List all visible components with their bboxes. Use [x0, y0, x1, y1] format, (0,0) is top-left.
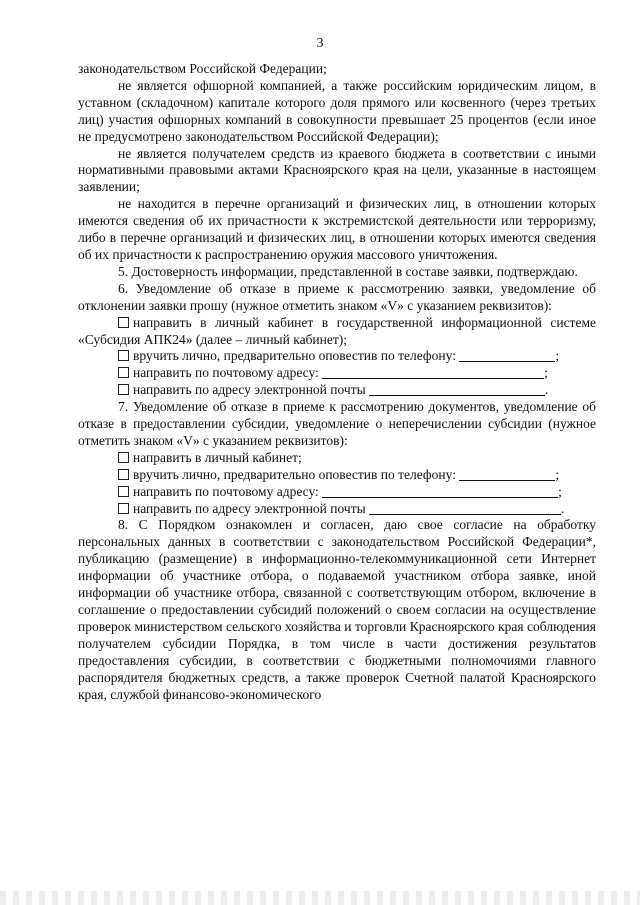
- checkbox-icon[interactable]: [118, 350, 129, 361]
- checkbox-icon[interactable]: [118, 486, 129, 497]
- paragraph-6: 6. Уведомление об отказе в приеме к рассмотрению заявки, уведомление об отклонении заявки прошу (нужное отметить знаком «V» с указанием реквизитов):: [78, 280, 596, 313]
- option6-post[interactable]: направить по почтовому адресу: ;: [78, 365, 596, 382]
- paragraph-5: 5. Достоверность информации, представленной в составе заявки, подтверждаю.: [118, 263, 578, 279]
- paragraph-offshore: не является офшорной компанией, а также российским юридическим лицом, в уставном (складочном) капитале которого доля прямого или косвенного (через третьих лиц) участия офшорных компаний в совокупности превышает 25 процентов (если иное не предусмотрено законодательством Российской Федерации);: [78, 77, 596, 144]
- paragraph-budget: не является получателем средств из краевого бюджета в соответствии с иными нормативными правовыми актами Красноярского края на цели, указанные в настоящем заявлении;: [78, 145, 596, 195]
- checkbox-icon[interactable]: [118, 384, 129, 395]
- option7-cabinet[interactable]: направить в личный кабинет;: [78, 450, 596, 467]
- phone-blank[interactable]: [459, 349, 555, 362]
- option6-email[interactable]: направить по адресу электронной почты .: [78, 382, 596, 399]
- option7-in-person[interactable]: вручить лично, предварительно оповестив по телефону: ;: [78, 467, 596, 484]
- paragraph-continuation: законодательством Российской Федерации;: [78, 61, 327, 76]
- paragraph-8: 8. С Порядком ознакомлен и согласен, даю свое согласие на обработку персональных данных в соответствии с законодательством Российской Федерации*, публикацию (размещение) в информационно-телекоммуникационной сети Интернет информации об участнике отбора, о подаваемой участником отбора заявке, иной информации об участнике отбора, связанной с соответствующим отбором, включение в соглашение о предоставлении субсидий положений о своем согласии на осуществление проверок министерством сельского хозяйства и торговли Красноярского края соблюдения получателем субсидии Порядка, в том числе в части достижения результатов предоставления субсидии, в соответствии с бюджетными полномочиями главного распорядителя бюджетных средств, а также проверок Счетной палатой Красноярского края, службой финансово-экономического: [78, 517, 596, 702]
- checkbox-icon[interactable]: [118, 367, 129, 378]
- postal-blank[interactable]: [322, 366, 544, 379]
- checkbox-icon[interactable]: [118, 452, 129, 463]
- paragraph-7: 7. Уведомление об отказе в приеме к рассмотрению документов, уведомление об отказе в предоставлении субсидии, уведомление о неперечислении субсидии (нужное отметить знаком «V» с указанием реквизитов):: [78, 399, 596, 448]
- email-blank[interactable]: [369, 383, 545, 396]
- checkbox-icon[interactable]: [118, 503, 129, 514]
- option6-in-person[interactable]: вручить лично, предварительно оповестив по телефону: ;: [78, 348, 596, 365]
- option7-post[interactable]: направить по почтовому адресу: ;: [78, 484, 596, 501]
- option6-cabinet[interactable]: направить в личный кабинет в государственной информационной системе «Субсидия АПК24» (далее – личный кабинет);: [78, 314, 596, 347]
- checkbox-icon[interactable]: [118, 317, 129, 328]
- document-body: [78, 61, 596, 703]
- page-number: 3: [316, 36, 324, 51]
- phone-blank[interactable]: [459, 468, 555, 481]
- postal-blank[interactable]: [322, 485, 558, 498]
- checkbox-icon[interactable]: [118, 469, 129, 480]
- option7-email[interactable]: направить по адресу электронной почты .: [78, 501, 596, 518]
- paragraph-extremism: не находится в перечне организаций и физических лиц, в отношении которых имеются сведения об их причастности к экстремистской деятельности или терроризму, либо в перечне организаций и физических лиц, в отношении которых имеются сведения об их причастности к распространению оружия массового уничтожения.: [78, 196, 596, 262]
- email-blank[interactable]: [369, 502, 561, 515]
- scan-edge: [0, 891, 640, 905]
